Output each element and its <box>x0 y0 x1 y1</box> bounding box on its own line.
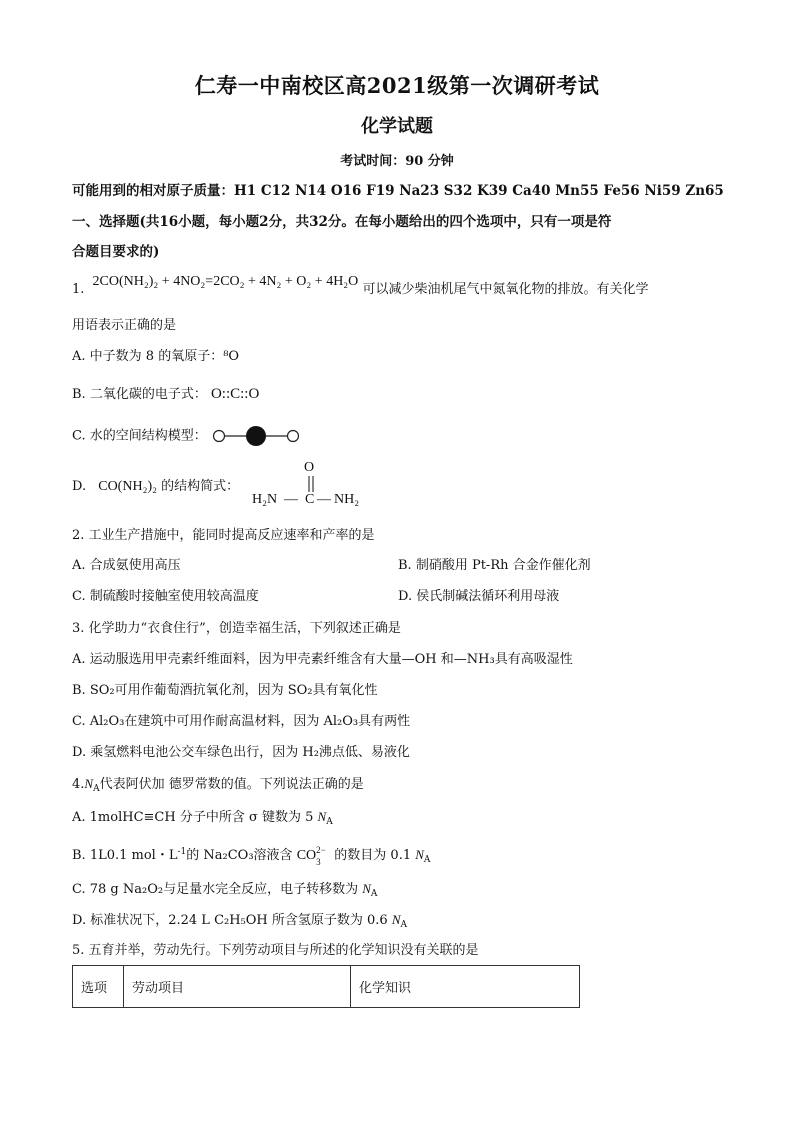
exam-title: 仁寿一中南校区高2021级第一次调研考试 <box>194 73 600 98</box>
urea-formula: CO(NH₂)₂ <box>98 479 157 494</box>
na-subscript: A <box>93 784 100 794</box>
na-symbol: N <box>415 847 424 862</box>
carbonate-ion-charge: 2− <box>316 844 326 855</box>
na-symbol: N <box>391 912 401 927</box>
water-ball-model-icon <box>211 424 301 448</box>
atomic-masses: 可能用到的相对原子质量：H1 C12 N14 O16 F19 Na23 S32 K39 Ca40 Mn55 Fe56 Ni59 Zn65 <box>72 183 724 199</box>
table-header-row <box>73 966 580 1008</box>
q3-stem: 3. 化学助力“衣食住行”，创造幸福生活，下列叙述正确是 <box>72 621 401 636</box>
q4-option-b-post: 的数目为 0.1 <box>334 848 412 863</box>
q2-option-c: C. 制硫酸时接触室使用较高温度 <box>72 589 259 604</box>
q4-option-d <box>72 911 407 934</box>
q4-number: 4. <box>72 777 85 792</box>
q1-stem-tail: 可以减少柴油机尾气中氮氧化物的排放。有关化学 <box>362 282 649 297</box>
urea-left-group: H₂N <box>252 492 278 507</box>
exam-time: 考试时间：90 分钟 <box>340 154 454 169</box>
urea-right-group: NH₂ <box>334 492 360 507</box>
carbonate-ion-text: CO <box>296 848 317 863</box>
q2-option-b: B. 制硝酸用 Pt-Rh 合金作催化剂 <box>398 558 591 573</box>
na-subscript: A <box>400 920 408 930</box>
q1-option-d-label: D. <box>72 479 87 494</box>
q3-option-b: B. SO₂可用作葡萄酒抗氧化剂，因为 SO₂具有氧化性 <box>72 683 378 698</box>
q3-option-a: A. 运动服选用甲壳素纤维面料，因为甲壳素纤维含有大量—OH 和—NH₃具有高吸湿性 <box>72 652 573 667</box>
na-subscript: A <box>370 889 378 899</box>
q1-option-c <box>72 424 301 448</box>
q3-option-d: D. 乘氢燃料电池公交车绿色出行，因为 H₂沸点低、易液化 <box>72 745 410 760</box>
na-subscript: A <box>326 817 333 827</box>
q1-stem <box>72 274 649 299</box>
na-symbol: N <box>84 776 94 791</box>
table-header-option: 选项 <box>73 966 124 1008</box>
subject-title: 化学试题 <box>361 116 433 137</box>
section-heading-line1: 一、选择题(共16小题，每小题2分，共32分。在每小题给出的四个选项中，只有一项是符 <box>72 214 612 230</box>
na-symbol: N <box>362 881 371 896</box>
q1-number: 1. <box>72 282 85 297</box>
q3-option-c: C. Al₂O₃在建筑中可用作耐高温材料，因为 Al₂O₃具有两性 <box>72 714 411 729</box>
q4-option-a <box>72 808 333 831</box>
q4-option-d-text: D. 标准状况下，2.24 L C₂H₅OH 所含氢原子数为 0.6 <box>72 913 388 928</box>
urea-o: O <box>304 460 315 475</box>
table-header-knowledge: 化学知识 <box>351 966 580 1008</box>
q4-option-c <box>72 880 377 903</box>
q5-stem: 5. 五育并举，劳动先行。下列劳动项目与所述的化学知识没有关联的是 <box>72 943 479 958</box>
q1-option-a: A. 中子数为 8 的氧原子：⁸O <box>72 349 240 364</box>
q4-option-b-mid: 的 Na₂CO₃溶液含 <box>186 848 293 863</box>
q4-option-b-sup: -1 <box>177 847 187 857</box>
carbonate-ion <box>296 844 330 867</box>
urea-structure: O H₂N — C — NH₂ <box>252 460 360 507</box>
q1-option-d-tail: 的结构简式： <box>161 479 240 494</box>
q1-equation: 2CO(NH₂)₂ + 4NO₂=2CO₂ + 4N₂ + O₂ + 4H₂O <box>92 274 359 289</box>
q1-option-b-label: B. 二氧化碳的电子式： <box>72 387 207 402</box>
q2-stem: 2. 工业生产措施中，能同时提高反应速率和产率的是 <box>72 528 375 543</box>
q2-option-a: A. 合成氨使用高压 <box>72 558 181 573</box>
q1-option-c-label: C. 水的空间结构模型： <box>72 428 207 444</box>
carbonate-ion-subscript: 3 <box>316 856 321 867</box>
na-symbol: N <box>317 809 327 824</box>
q4-stem <box>72 775 364 798</box>
q1-stem-line2: 用语表示正确的是 <box>72 318 177 333</box>
q2-option-d: D. 侯氏制碱法循环利用母液 <box>398 589 560 604</box>
q4-option-b <box>72 843 430 869</box>
q1-option-d <box>72 478 239 496</box>
urea-c: C <box>305 492 315 507</box>
q1-option-b <box>72 385 259 404</box>
section-heading-line2: 合题目要求的) <box>72 244 160 260</box>
q4-option-b-text: B. 1L0.1 mol・L <box>72 848 178 863</box>
q4-stem-tail: 代表阿伏加 德罗常数的值。下列说法正确的是 <box>99 777 364 792</box>
q5-table <box>72 965 580 1008</box>
na-subscript: A <box>423 855 431 865</box>
q4-option-a-text: A. 1molHC≡CH 分子中所含 σ 键数为 5 <box>72 810 314 825</box>
table-header-labor: 劳动项目 <box>124 966 351 1008</box>
q4-option-c-text: C. 78 g Na₂O₂与足量水完全反应，电子转移数为 <box>72 882 359 897</box>
double-bond-icon <box>306 476 316 492</box>
co2-electron-formula: O::C::O <box>210 386 260 402</box>
